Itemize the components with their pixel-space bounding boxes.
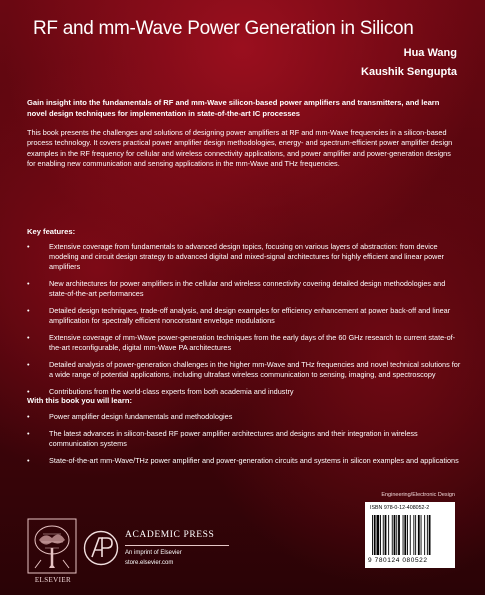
list-item-text: Power amplifier design fundamentals and methodologies	[49, 412, 233, 421]
tagline: Gain insight into the fundamentals of RF and mm-Wave silicon-based power amplifiers and transmitters, and learn novel design techniques for implementation in state-of-the-art IC processes	[27, 98, 440, 118]
list-item	[27, 333, 463, 353]
list-item-text: Extensive coverage from fundamentals to advanced design topics, focusing on various layers of abstraction: from device modeling and circuit design strategy to advanced digital and mixed-signal architectures for highly efficient and linear power amplifiers	[49, 242, 444, 272]
barcode-digits: 9 780124 080522	[368, 557, 428, 564]
barcode-icon	[370, 515, 450, 557]
imprint-note: An imprint of Elsevier	[125, 550, 182, 556]
bullet-icon: •	[27, 428, 30, 438]
list-item	[27, 306, 463, 326]
list-item-text: New architectures for power amplifiers in the cellular and wireless connectivity covering detailed design methodologies and state-of-the-art performances	[49, 279, 446, 299]
list-item-text: Contributions from the world-class experts from both academia and industry	[49, 387, 294, 397]
list-item-text: Extensive coverage of mm-Wave power-generation techniques from the early days of the 60 GHz research to current state-of-the-art reconfigurable, digital mm-Wave PA architectures	[49, 333, 456, 353]
list-item	[27, 429, 463, 449]
bullet-icon: •	[27, 333, 30, 343]
list-item	[27, 360, 463, 380]
elsevier-tree-logo-icon	[27, 518, 77, 574]
key-features-list	[27, 242, 463, 404]
divider	[125, 545, 229, 546]
bullet-icon: •	[27, 455, 30, 465]
isbn-label: ISBN 978-0-12-408052-2	[370, 505, 430, 511]
intro-paragraph: This book presents the challenges and solutions of designing power amplifiers at RF and mm-Wave frequencies in a silicon-based process technology. It covers practical power amplifier design methodologies, energy- and spectrum-efficient power amplifier design examples in the RF frequency for cellular and wireless connectivity applications, and power amplifier and power-generation designs for enabling new communication and sensing applications in the mm-Wave and THz frequencies.	[27, 128, 453, 169]
list-item-text: State-of-the-art mm-Wave/THz power amplifier and power-generation circuits and systems in silicon examples and applications	[49, 455, 459, 465]
learn-heading: With this book you will learn:	[27, 396, 132, 405]
list-item	[27, 279, 463, 299]
bullet-icon: •	[27, 242, 30, 251]
bullet-icon: •	[27, 412, 30, 421]
bullet-icon: •	[27, 387, 30, 397]
academic-press-logo-icon	[83, 530, 119, 566]
author-name: Hua Wang	[403, 47, 457, 59]
list-item-text: The latest advances in silicon-based RF power amplifier architectures and designs and their integration in wireless communication systems	[49, 428, 418, 448]
author-name: Kaushik Sengupta	[361, 66, 457, 78]
list-item-text: Detailed design techniques, trade-off analysis, and design examples for efficiency enhancement at power back-off and linear amplification for spectrally efficient nonconstant envelope modulations	[49, 306, 451, 326]
academic-press-name: ACADEMIC PRESS	[125, 530, 215, 540]
list-item	[27, 242, 463, 273]
learn-list	[27, 412, 463, 473]
bullet-icon: •	[27, 360, 30, 370]
bullet-icon: •	[27, 279, 30, 289]
list-item	[27, 456, 463, 466]
elsevier-wordmark: ELSEVIER	[34, 576, 72, 584]
key-features-heading: Key features:	[27, 227, 76, 236]
subject-category: Engineering/Electronic Design	[381, 492, 455, 498]
list-item	[27, 412, 463, 422]
book-title: RF and mm-Wave Power Generation in Silicon	[33, 18, 414, 39]
list-item-text: Detailed analysis of power-generation challenges in the higher mm-Wave and THz frequencies and novel technical solutions for a wide range of potential applications, including ultrafast wireless communication to sensing, imaging, and spectroscopy	[49, 360, 461, 380]
isbn-barcode-box	[365, 502, 455, 568]
bullet-icon: •	[27, 306, 30, 316]
store-url: store.elsevier.com	[125, 560, 174, 566]
